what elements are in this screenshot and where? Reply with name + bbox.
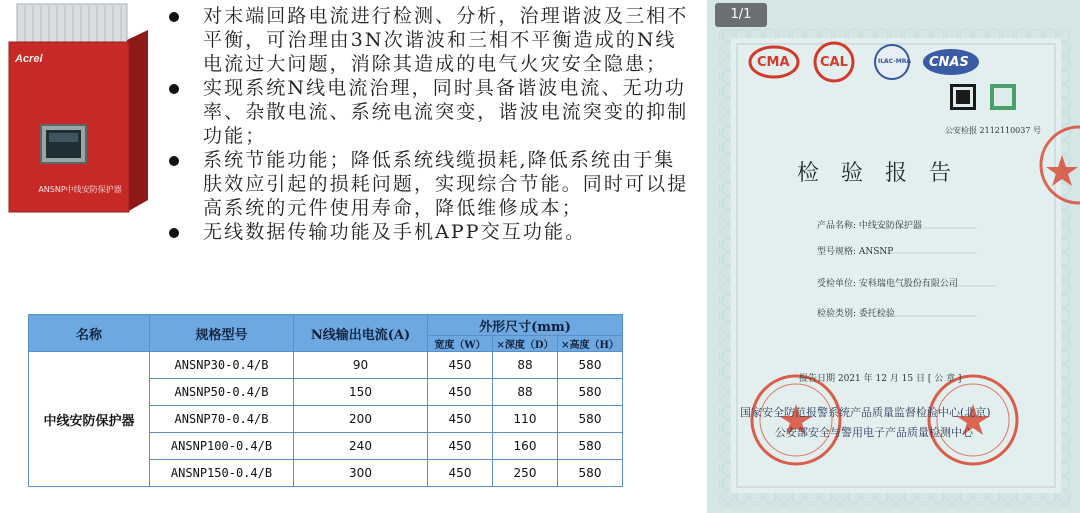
cert-type: 检验类别: 委托检验	[817, 309, 895, 319]
height-cell: 580	[558, 352, 623, 379]
ilac-logo: ILAC-MRA	[878, 58, 911, 65]
header-name: 名称	[29, 315, 150, 352]
model-cell: ANSNP50-0.4/B	[150, 379, 294, 406]
cert-product-name: 产品名称: 中线安防保护器	[817, 221, 922, 231]
cert-issuer-1: 国家安全防范报警系统产品质量监督检验中心(北京)	[740, 406, 991, 419]
certificate-image	[707, 0, 1080, 513]
page-indicator: 1/1	[715, 3, 767, 27]
device-brand-label: Acrel	[15, 53, 43, 65]
cert-model: 型号规格: ANSNP	[817, 247, 894, 257]
cert-client: 受检单位: 安科瑞电气股份有限公司	[817, 279, 958, 289]
bullet-icon	[169, 156, 179, 166]
width-cell: 450	[428, 352, 493, 379]
report-number: 公安检报 2112110037 号	[945, 126, 1041, 135]
model-cell: ANSNP100-0.4/B	[150, 433, 294, 460]
header-depth: ×深度（D）	[493, 336, 558, 352]
header-dimensions: 外形尺寸(mm)	[428, 315, 623, 336]
certificate-title: 检验报告	[797, 161, 974, 186]
current-cell: 200	[294, 406, 428, 433]
depth-cell: 160	[493, 433, 558, 460]
depth-cell: 250	[493, 460, 558, 487]
table-row	[29, 352, 623, 379]
model-cell: ANSNP70-0.4/B	[150, 406, 294, 433]
height-cell: 580	[558, 433, 623, 460]
current-cell: 240	[294, 433, 428, 460]
cal-logo: CAL	[820, 55, 848, 70]
header-current: N线输出电流(A)	[294, 315, 428, 352]
feature-item: 系统节能功能；降低系统线缆损耗,降低系统由于集肤效应引起的损耗问题，实现综合节能。同时可以提高系统的元件使用寿命，降低维修成本；	[165, 148, 695, 220]
product-name-cell: 中线安防保护器	[29, 352, 150, 487]
bullet-icon	[169, 12, 179, 22]
width-cell: 450	[428, 406, 493, 433]
cert-date: 报告日期 2021 年 12 月 15 日 [ 公 章 ]	[799, 374, 962, 384]
feature-item: 对末端回路电流进行检测、分析，治理谐波及三相不平衡，可治理由3N次谐波和三相不平衡造成的N线电流过大问题，消除其造成的电气火灾安全隐患；	[165, 4, 695, 76]
header-height: ×高度（H）	[558, 336, 623, 352]
product-image	[5, 0, 155, 215]
header-width: 宽度（W）	[428, 336, 493, 352]
width-cell: 450	[428, 433, 493, 460]
height-cell: 580	[558, 406, 623, 433]
depth-cell: 88	[493, 352, 558, 379]
height-cell: 580	[558, 460, 623, 487]
feature-item: 无线数据传输功能及手机APP交互功能。	[165, 220, 695, 244]
current-cell: 90	[294, 352, 428, 379]
cnas-logo: CNAS	[929, 55, 969, 70]
cert-issuer-2: 公安部安全与警用电子产品质量检测中心	[775, 426, 973, 439]
device-caption: ANSNP中线安防保护器	[38, 185, 122, 194]
header-model: 规格型号	[150, 315, 294, 352]
depth-cell: 110	[493, 406, 558, 433]
depth-cell: 88	[493, 379, 558, 406]
feature-list	[165, 4, 695, 244]
cma-logo: CMA	[757, 55, 790, 70]
device-illustration	[5, 0, 155, 215]
current-cell: 150	[294, 379, 428, 406]
bullet-icon	[169, 228, 179, 238]
model-cell: ANSNP30-0.4/B	[150, 352, 294, 379]
feature-item: 实现系统N线电流治理，同时具备谐波电流、无功功率、杂散电流、系统电流突变，谐波电流突变的抑制功能；	[165, 76, 695, 148]
width-cell: 450	[428, 379, 493, 406]
model-cell: ANSNP150-0.4/B	[150, 460, 294, 487]
width-cell: 450	[428, 460, 493, 487]
current-cell: 300	[294, 460, 428, 487]
spec-table	[28, 314, 623, 487]
height-cell: 580	[558, 379, 623, 406]
bullet-icon	[169, 84, 179, 94]
